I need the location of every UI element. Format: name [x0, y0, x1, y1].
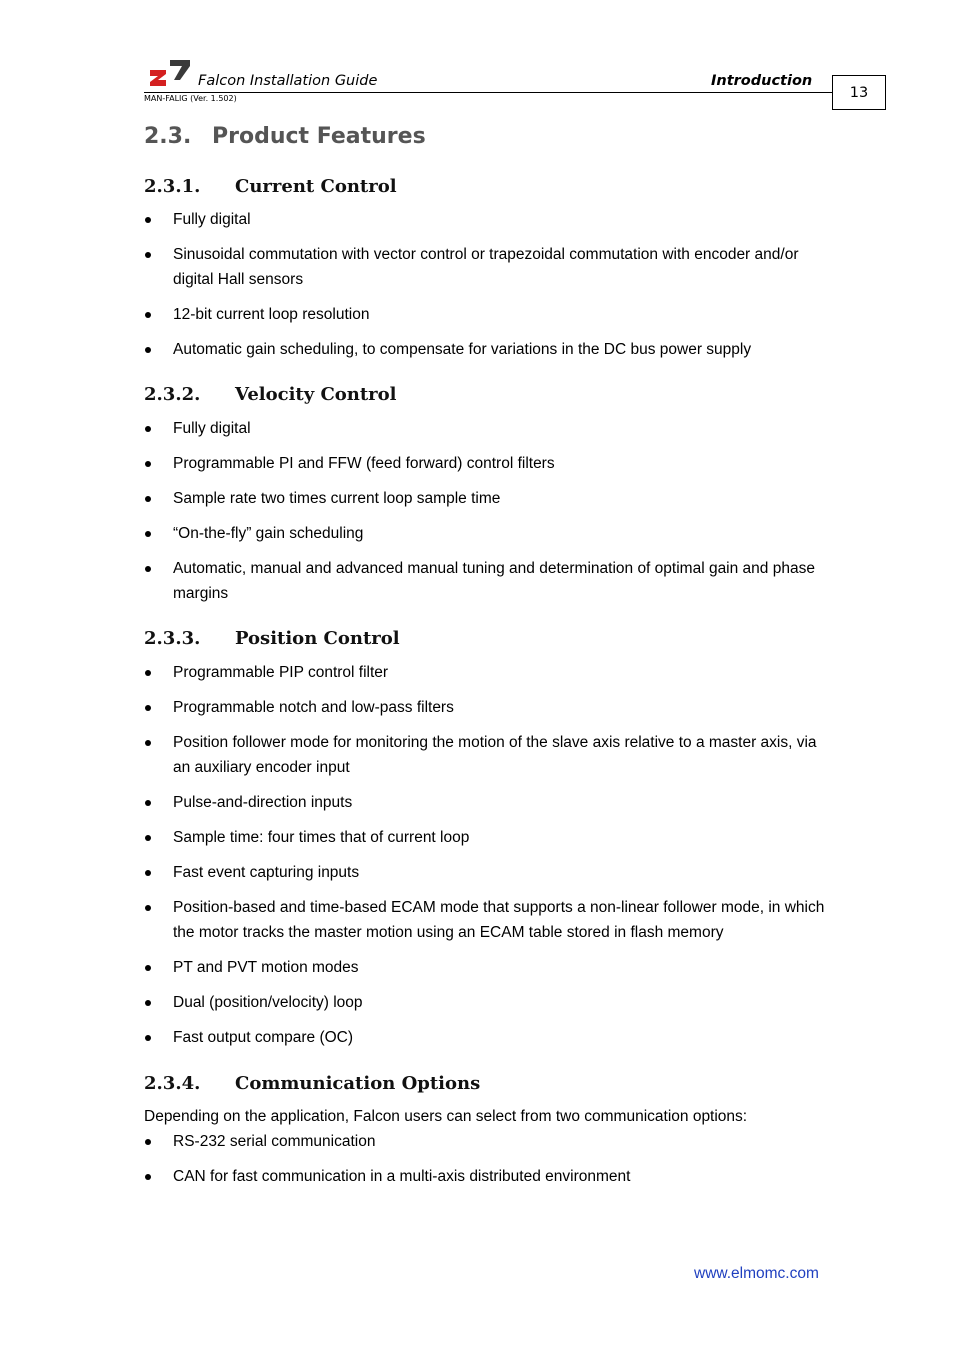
list-item: Programmable PIP control filter	[144, 660, 834, 685]
list-item: RS-232 serial communication	[144, 1129, 834, 1154]
list-item: Sample time: four times that of current loop	[144, 825, 834, 850]
list-item: Position-based and time-based ECAM mode that supports a non-linear follower mode, in which the motor tracks the master motion using an ECAM table stored in flash memory	[144, 895, 834, 945]
list-item: Pulse-and-direction inputs	[144, 790, 834, 815]
list-item: “On-the-fly” gain scheduling	[144, 521, 834, 546]
list-item: Automatic, manual and advanced manual tuning and determination of optimal gain and phase margins	[144, 556, 834, 606]
chapter-name: Introduction	[711, 73, 813, 89]
document-version: MAN-FALIG (Ver. 1.502)	[144, 94, 237, 103]
list-item: Programmable PI and FFW (feed forward) control filters	[144, 451, 834, 476]
list-item: Position follower mode for monitoring the motion of the slave axis relative to a master axis, via an auxiliary encoder input	[144, 730, 834, 780]
website-link[interactable]: www.elmomc.com	[694, 1265, 819, 1282]
current-control-list	[144, 207, 834, 372]
list-item: PT and PVT motion modes	[144, 955, 834, 980]
list-item: Dual (position/velocity) loop	[144, 990, 834, 1015]
document-title: Falcon Installation Guide	[198, 73, 378, 89]
list-item: Fast output compare (OC)	[144, 1025, 834, 1050]
list-item: Sample rate two times current loop sample time	[144, 486, 834, 511]
subsection-heading-communication-options	[144, 1073, 480, 1094]
header-rule	[144, 92, 832, 93]
subsection-heading-velocity-control	[144, 384, 397, 405]
subsection-number: 2.3.1.	[144, 176, 201, 197]
communication-intro: Depending on the application, Falcon users can select from two communication options:	[144, 1108, 748, 1125]
list-item: Fully digital	[144, 207, 834, 232]
list-item: Programmable notch and low-pass filters	[144, 695, 834, 720]
subsection-heading-position-control	[144, 628, 400, 649]
section-heading	[144, 124, 426, 149]
list-item: CAN for fast communication in a multi-axis distributed environment	[144, 1164, 834, 1189]
section-title: Product Features	[212, 124, 426, 149]
list-item: Automatic gain scheduling, to compensate for variations in the DC bus power supply	[144, 337, 834, 362]
elmo-logo	[148, 58, 190, 88]
subsection-title: Velocity Control	[235, 384, 397, 405]
subsection-title: Position Control	[235, 628, 400, 649]
list-item: Fast event capturing inputs	[144, 860, 834, 885]
subsection-heading-current-control	[144, 176, 397, 197]
list-item: Sinusoidal commutation with vector control or trapezoidal commutation with encoder and/or digital Hall sensors	[144, 242, 834, 292]
communication-options-list	[144, 1129, 834, 1199]
subsection-number: 2.3.2.	[144, 384, 201, 405]
subsection-title: Current Control	[235, 176, 397, 197]
list-item: Fully digital	[144, 416, 834, 441]
subsection-title: Communication Options	[235, 1073, 481, 1094]
page-number: 13	[832, 75, 886, 110]
list-item: 12-bit current loop resolution	[144, 302, 834, 327]
velocity-control-list	[144, 416, 834, 616]
position-control-list	[144, 660, 834, 1060]
subsection-number: 2.3.4.	[144, 1073, 201, 1094]
section-number: 2.3.	[144, 124, 192, 149]
subsection-number: 2.3.3.	[144, 628, 201, 649]
